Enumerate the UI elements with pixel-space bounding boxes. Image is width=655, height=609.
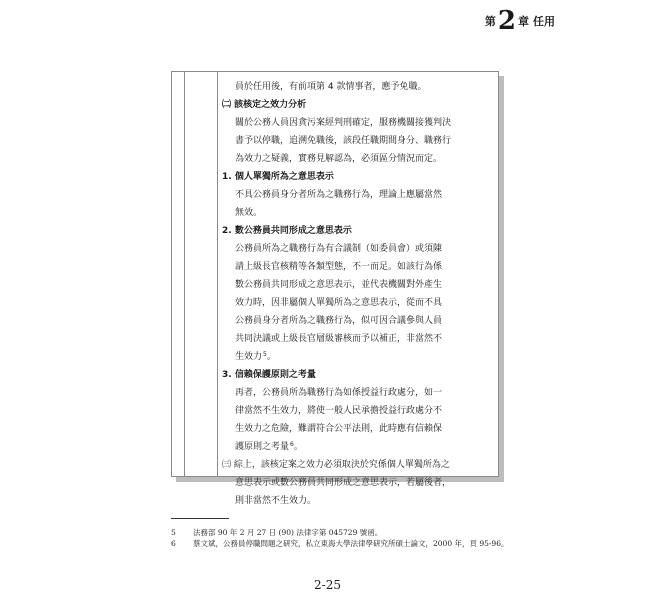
chapter-number: 2 — [497, 6, 516, 36]
footnote-text: 法務部 90 年 2 月 27 日 (90) 法律字第 045729 號函。 — [193, 528, 383, 537]
text-line — [222, 330, 472, 348]
text-line — [222, 78, 472, 96]
footnote-text: 蔡文斌，公務員停職問題之研究，私立東海大學法律學研究所碩士論文，2000 年，頁 95-96。 — [193, 539, 509, 548]
chapter-prefix: 第 — [484, 15, 496, 28]
footnote-rule — [171, 518, 229, 519]
line-text: 請上級長官核精等各類型態，不一而足。如該行為係 — [235, 262, 443, 272]
panel-divider-inner — [217, 72, 218, 476]
text-line — [222, 456, 472, 474]
footnote-marker: 6 — [290, 441, 294, 448]
text-line — [222, 132, 472, 150]
chapter-header — [485, 8, 555, 34]
line-text: 公務員身分者所為之職務行為，似可因合議參與人員 — [235, 316, 443, 326]
text-line — [222, 384, 472, 402]
text-line — [222, 420, 472, 438]
text-line — [222, 438, 472, 456]
chapter-suffix: 章 — [518, 15, 529, 28]
footnote-6 — [171, 538, 513, 549]
line-text: 為效力之疑義，實務見解認為，必須區分情況而定。 — [235, 154, 443, 164]
text-line — [222, 276, 472, 294]
line-text: 關於公務人員因貪污案經判刑確定，服務機關接獲判決 — [235, 118, 452, 128]
line-text: 效力時，因非屬個人單獨所為之意思表示，從而不具 — [235, 298, 443, 308]
line-text: 則非當然不生效力。 — [235, 496, 317, 506]
text-line — [222, 204, 472, 222]
text-line — [222, 294, 472, 312]
line-text: 生效力之危險，難謂符合公平法則，此時應有信賴保 — [235, 424, 443, 434]
line-text: 意思表示或數公務員共同形成之意思表示，若屬後者， — [235, 478, 452, 488]
chapter-title: 任用 — [533, 15, 555, 28]
text-line — [222, 312, 472, 330]
line-text: 3. 信賴保護原則之考量 — [222, 370, 316, 380]
line-text: 2. 數公務員共同形成之意思表示 — [222, 226, 352, 236]
line-text: 無效。 — [235, 208, 263, 218]
line-punctuation: 。 — [293, 442, 303, 452]
footnote-number: 6 — [171, 539, 176, 548]
text-line — [222, 114, 472, 132]
line-text: ㈡ 該核定之效力分析 — [222, 100, 307, 110]
text-line — [222, 492, 472, 510]
line-text: 生效力 — [235, 352, 263, 362]
text-line — [222, 150, 472, 168]
text-line — [222, 258, 472, 276]
line-text: 數公務員共同形成之意思表示，並代表機關對外產生 — [235, 280, 443, 290]
line-punctuation: 。 — [266, 352, 276, 362]
text-line — [222, 222, 472, 240]
panel-text — [222, 78, 472, 510]
line-text: 共同決議或上級長官層級審核而予以補正，非當然不 — [235, 334, 443, 344]
text-line — [222, 168, 472, 186]
line-text: 書予以停職，追溯免職後，該段任職期間身分、職務行 — [235, 136, 452, 146]
line-text: 公務員所為之職務行為有合議制（如委員會）或須陳 — [235, 244, 443, 254]
line-text: 不具公務員身分者所為之職務行為，理論上應屬當然 — [235, 190, 443, 200]
text-line — [222, 96, 472, 114]
line-text: 律當然不生效力，將使一般人民承擔授益行政處分不 — [235, 406, 443, 416]
line-text: 護原則之考量 — [235, 442, 290, 452]
footnote-marker: 5 — [263, 351, 267, 358]
text-line — [222, 366, 472, 384]
text-line — [222, 474, 472, 492]
line-text: ㈢ 綜上，該核定案之效力必須取決於究係個人單獨所為之 — [222, 460, 450, 470]
line-text: 1. 個人單獨所為之意思表示 — [222, 172, 334, 182]
line-text: 員於任用後，有前項第 4 款情事者，應予免職。 — [235, 82, 427, 92]
text-line — [222, 186, 472, 204]
footnote-5 — [171, 527, 513, 538]
line-text: 再者，公務員所為職務行為如係授益行政處分，如一 — [235, 388, 443, 398]
panel-divider-left — [184, 72, 185, 476]
text-line — [222, 240, 472, 258]
content-panel — [171, 71, 499, 506]
text-line — [222, 402, 472, 420]
footnote-number: 5 — [171, 528, 176, 537]
page-number: 2-25 — [314, 578, 341, 592]
text-line — [222, 348, 472, 366]
